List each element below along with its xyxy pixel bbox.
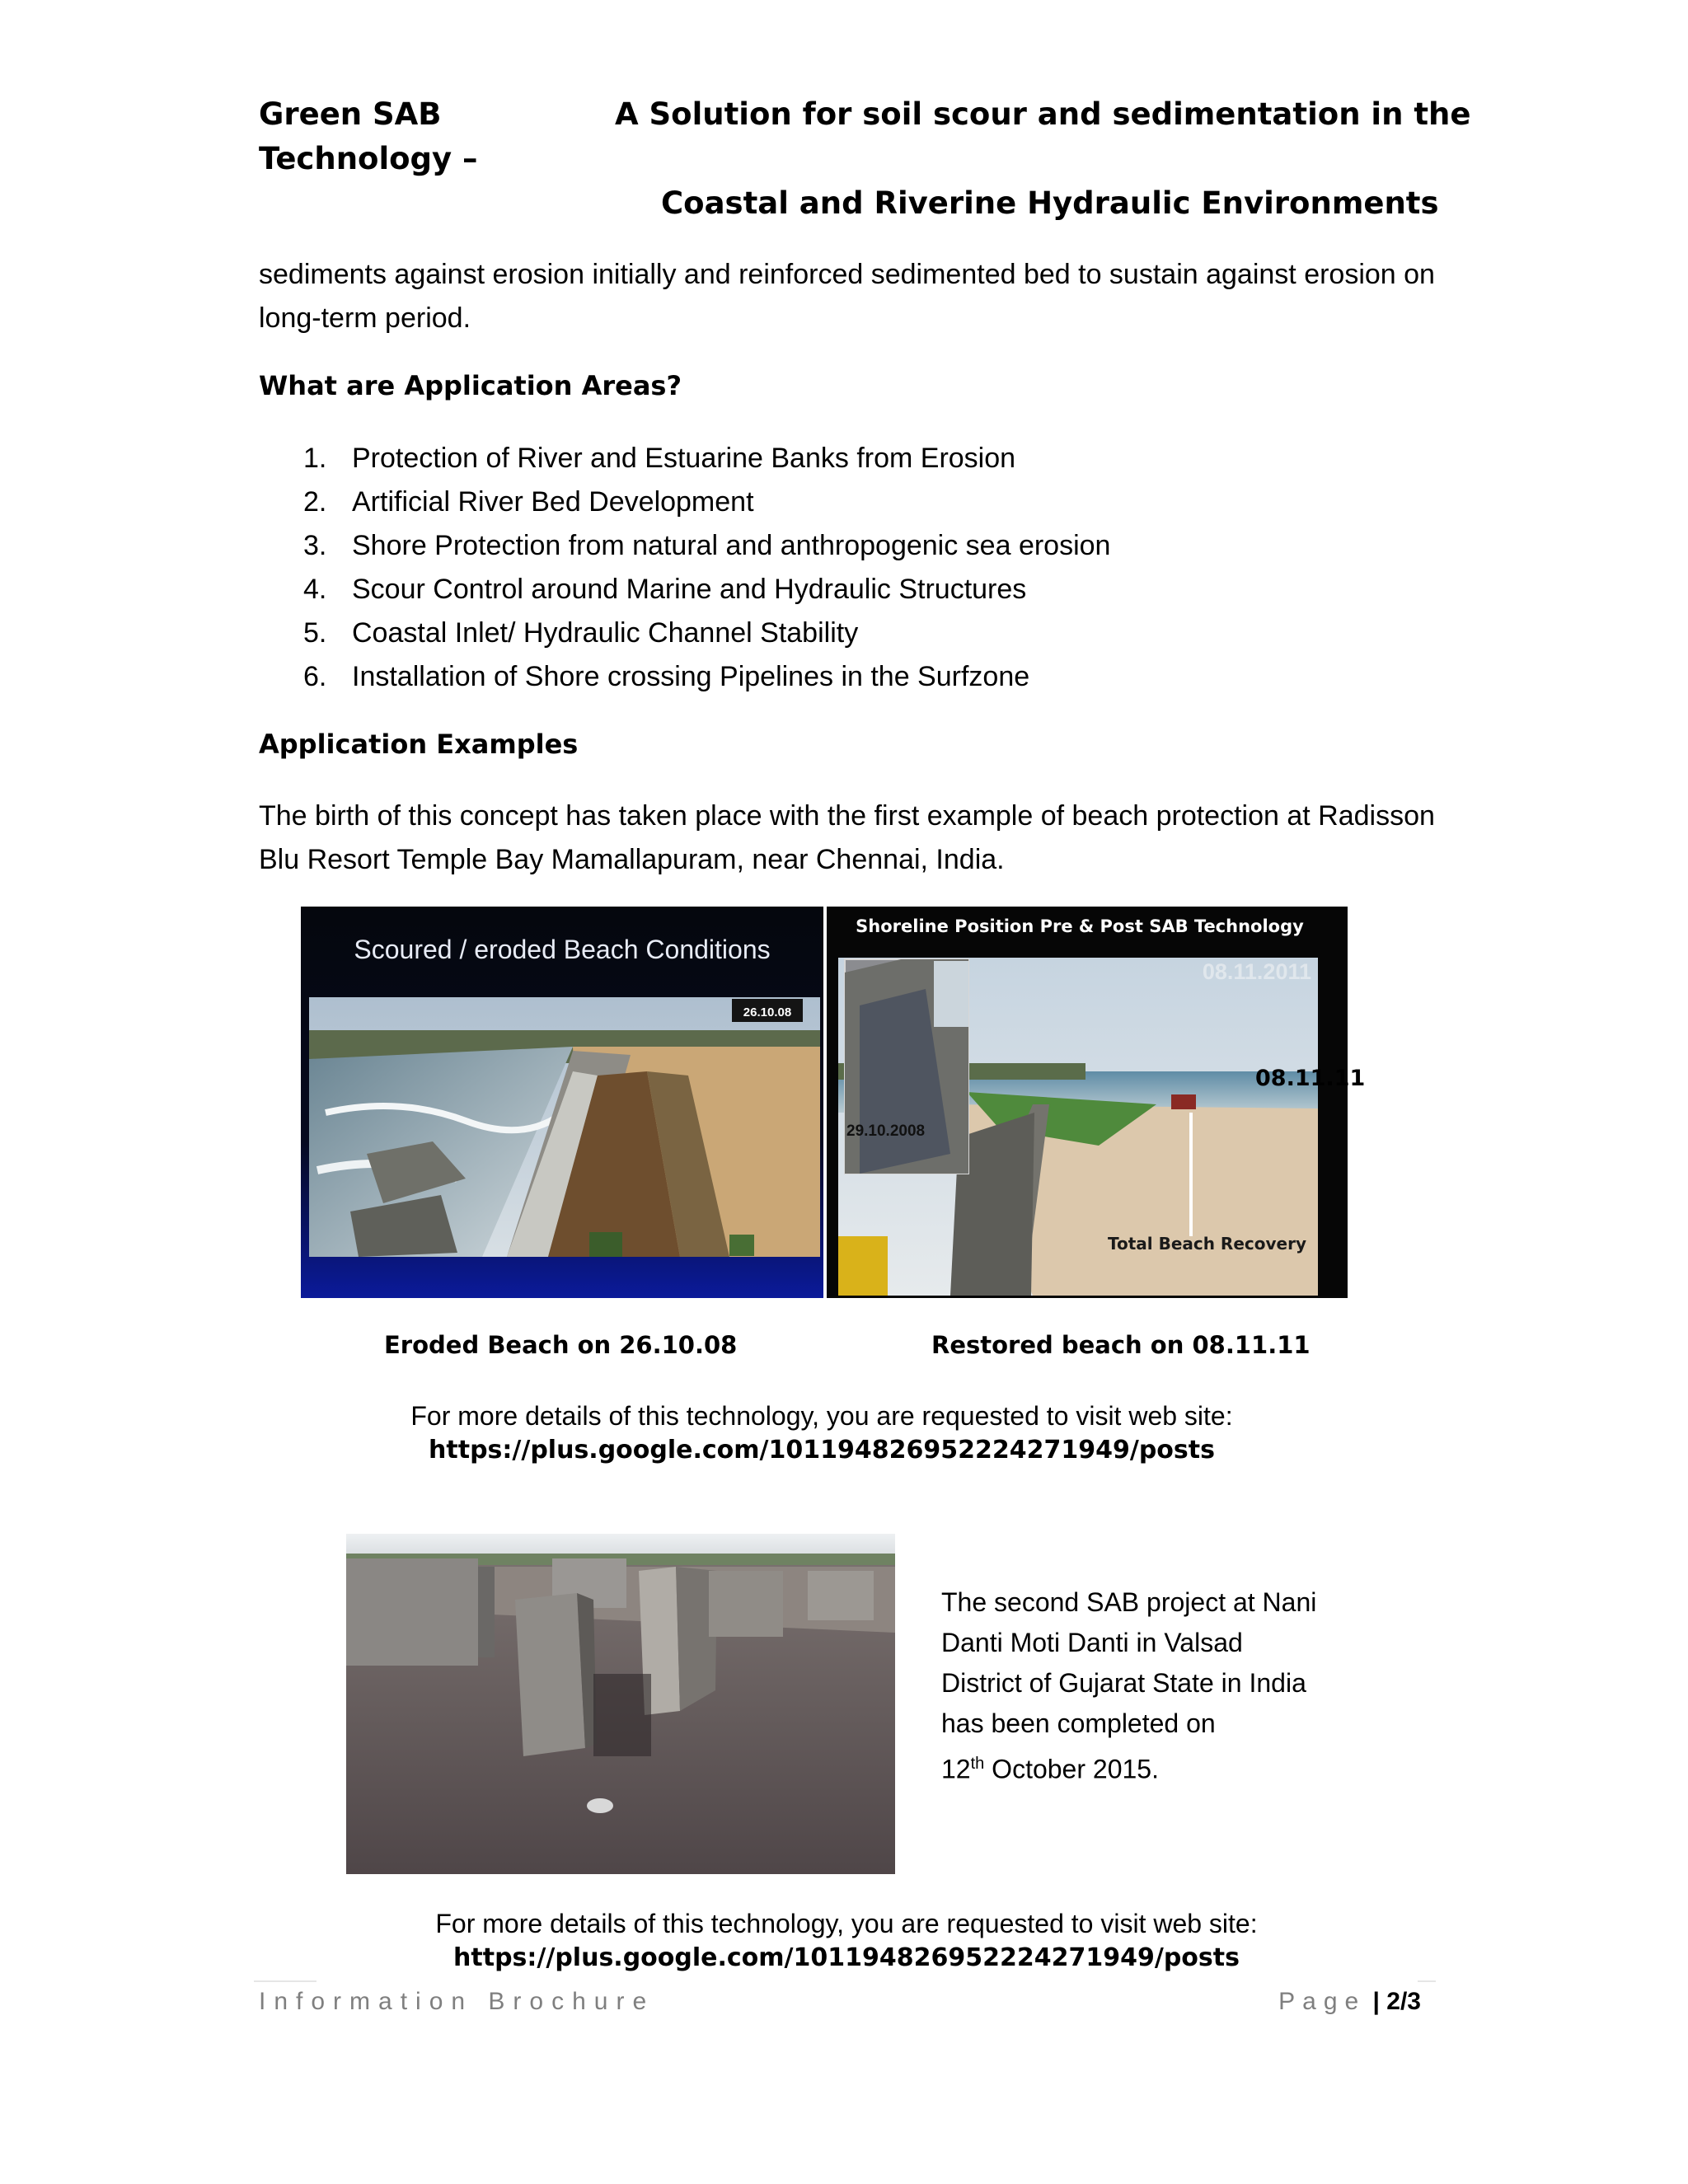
project-2-description: The second SAB project at Nani Danti Moti Danti in Valsad District of Gujarat State in India has been completed on 12th October 2015. [941, 1587, 1317, 1784]
header-title-right-line1: A Solution for soil scour and sedimentation in the [615, 96, 1471, 132]
list-item: 3. Shore Protection from natural and anthropogenic sea erosion [303, 530, 1111, 561]
footer-brochure-label: Information Brochure [259, 1988, 655, 2015]
page-header [259, 92, 1495, 226]
intro-paragraph: sediments against erosion initially and reinforced sedimented bed to sustain against erosion on long-term period. [259, 259, 1435, 334]
inset-date-stamp: 29.10.2008 [846, 1122, 926, 1140]
footer-rule-right [1418, 1980, 1436, 1982]
application-areas-heading: What are Application Areas? [259, 370, 682, 401]
eroded-date-stamp: 26.10.08 [743, 1005, 792, 1019]
restored-banner-text: Shoreline Position Pre & Post SAB Technology [856, 916, 1304, 936]
restored-faint-date-stamp: 08.11.2011 [1202, 959, 1311, 984]
application-examples-paragraph: The birth of this concept has taken place with the first example of beach protection at Radisson Blu Resort Temple Bay Mamallapuram, near Chennai, India. [259, 800, 1435, 875]
nani-danti-project-photo [346, 1534, 895, 1874]
website-note-text: For more details of this technology, you are requested to visit web site: [410, 1401, 1233, 1431]
footer-rule-left [254, 1980, 316, 1982]
website-note-2 [247, 1906, 1446, 1975]
list-item: 6. Installation of Shore crossing Pipelines in the Surfzone [303, 661, 1030, 692]
total-beach-recovery-label: Total Beach Recovery [1107, 1234, 1306, 1254]
header-title-left: Green SAB Technology – [259, 96, 478, 176]
website-link[interactable]: https://plus.google.com/101194826952224271949/posts [429, 1436, 1215, 1465]
caption-eroded-beach: Eroded Beach on 26.10.08 [384, 1331, 738, 1359]
website-note-1 [247, 1399, 1396, 1468]
restored-beach-photo [827, 907, 1348, 1298]
website-link[interactable]: https://plus.google.com/101194826952224271949/posts [453, 1943, 1240, 1972]
restored-date-overlay: 08.11.11 [1255, 1066, 1366, 1091]
eroded-banner-text: Scoured / eroded Beach Conditions [354, 935, 771, 964]
list-item: 5. Coastal Inlet/ Hydraulic Channel Stability [303, 617, 859, 649]
application-areas-list [259, 437, 1110, 699]
caption-restored-beach: Restored beach on 08.11.11 [931, 1331, 1311, 1359]
website-note-text: For more details of this technology, you are requested to visit web site: [435, 1909, 1258, 1938]
list-item: 4. Scour Control around Marine and Hydraulic Structures [303, 574, 1027, 605]
eroded-beach-photo [301, 907, 823, 1298]
header-title-right-line2: Coastal and Riverine Hydraulic Environments [661, 185, 1439, 221]
application-examples-heading: Application Examples [259, 729, 579, 760]
list-item: 1. Protection of River and Estuarine Banks from Erosion [303, 443, 1016, 474]
list-item: 2. Artificial River Bed Development [303, 486, 754, 518]
footer-page-indicator: Page | 2/3 [1278, 1988, 1421, 2015]
